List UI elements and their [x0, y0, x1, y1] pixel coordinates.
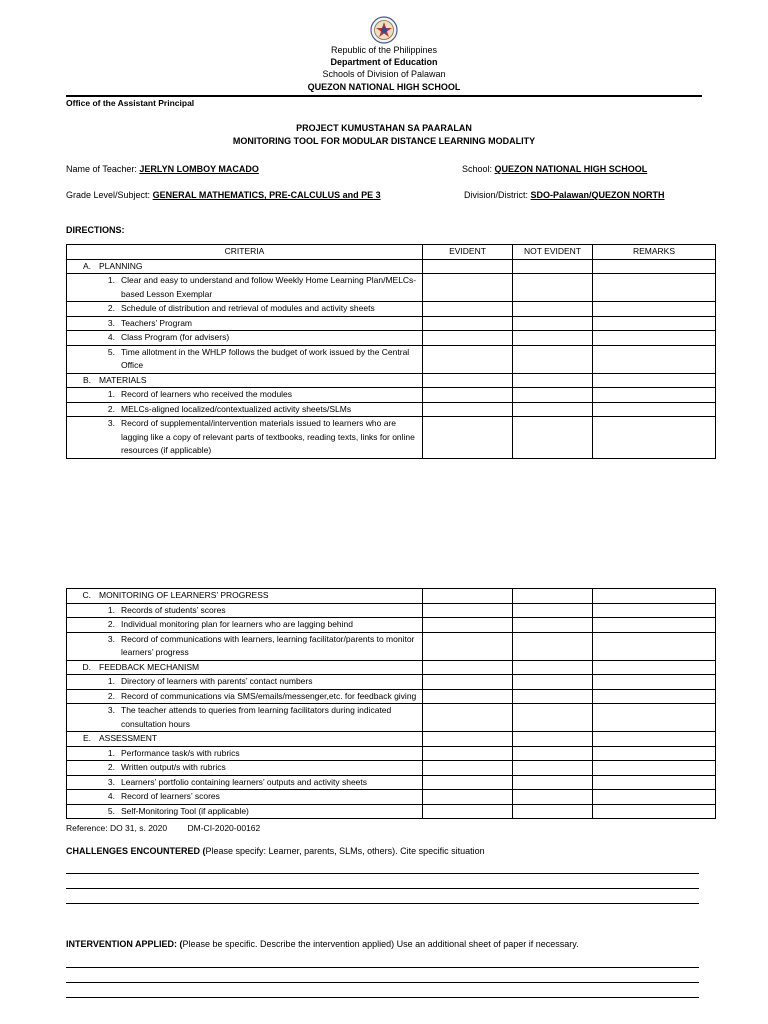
section-letter: C.	[82, 590, 91, 600]
not-evident-cell[interactable]	[513, 373, 593, 388]
teacher-label: Name of Teacher:	[66, 164, 137, 174]
remarks-cell[interactable]	[593, 316, 716, 331]
not-evident-cell[interactable]	[513, 632, 593, 660]
not-evident-cell[interactable]	[513, 274, 593, 302]
evident-cell[interactable]	[423, 618, 513, 633]
criteria-row	[67, 689, 716, 704]
criteria-cell	[67, 331, 423, 346]
section-row	[67, 732, 716, 747]
grade-value: GENERAL MATHEMATICS, PRE-CALCULUS and PE 3	[152, 190, 381, 200]
section-label: MONITORING OF LEARNERS’ PROGRESS	[99, 590, 269, 600]
not-evident-cell[interactable]	[513, 402, 593, 417]
header-republic: Republic of the Philippines	[330, 45, 438, 55]
remarks-cell[interactable]	[593, 775, 716, 790]
criteria-cell	[67, 274, 423, 302]
teacher-value: JERLYN LOMBOY MACADO	[139, 164, 259, 174]
item-number: 2.	[107, 303, 115, 313]
item-text: Record of learners who received the modules	[121, 389, 293, 399]
item-number: 3.	[107, 633, 115, 644]
remarks-cell[interactable]	[593, 804, 716, 819]
criteria-cell	[67, 259, 423, 274]
item-number: 1.	[107, 604, 115, 615]
criteria-cell	[67, 589, 423, 604]
division-field	[464, 189, 665, 201]
intervention-text: Please be specific. Describe the intervention applied) Use an additional sheet of paper if necessary.	[182, 939, 579, 949]
item-number: 1.	[107, 389, 115, 399]
answer-line[interactable]	[66, 997, 699, 998]
not-evident-cell[interactable]	[513, 732, 593, 747]
evident-cell[interactable]	[423, 259, 513, 274]
evident-cell[interactable]	[423, 732, 513, 747]
remarks-cell[interactable]	[593, 345, 716, 373]
criteria-cell	[67, 790, 423, 805]
item-text: Record of supplemental/intervention materials issued to learners who are lagging like a copy of relevant parts of textbooks, reading texts, links for online resources (if applicable)	[121, 418, 415, 455]
criteria-cell	[67, 373, 423, 388]
item-text: Clear and easy to understand and follow Weekly Home Learning Plan/MELCs-based Lesson Exemplar	[121, 275, 417, 299]
criteria-cell	[67, 704, 423, 732]
not-evident-cell[interactable]	[513, 704, 593, 732]
criteria-row	[67, 761, 716, 776]
school-value: QUEZON NATIONAL HIGH SCHOOL	[494, 164, 648, 174]
item-number: 2.	[107, 690, 115, 701]
criteria-cell	[67, 316, 423, 331]
item-text: Learners’ portfolio containing learners’ outputs and activity sheets	[121, 776, 368, 787]
criteria-cell	[67, 775, 423, 790]
criteria-cell	[67, 402, 423, 417]
division-label: Division/District:	[464, 190, 529, 200]
not-evident-cell[interactable]	[513, 675, 593, 690]
item-number: 5.	[107, 805, 115, 816]
not-evident-cell[interactable]	[513, 790, 593, 805]
criteria-cell	[67, 660, 423, 675]
item-number: 2.	[107, 403, 115, 414]
evident-cell[interactable]	[423, 675, 513, 690]
criteria-row	[67, 618, 716, 633]
criteria-row	[67, 804, 716, 819]
evident-cell[interactable]	[423, 316, 513, 331]
criteria-cell	[67, 618, 423, 633]
remarks-cell[interactable]	[593, 388, 716, 403]
item-text: Directory of learners with parents’ contact numbers	[121, 676, 313, 686]
criteria-row	[67, 331, 716, 346]
not-evident-cell[interactable]	[513, 660, 593, 675]
item-text: The teacher attends to queries from learning facilitators during indicated consultation hours	[121, 705, 392, 729]
item-number: 1.	[107, 676, 115, 686]
challenges-prompt	[66, 846, 485, 856]
header-divider	[66, 95, 702, 97]
school-label: School:	[462, 164, 493, 174]
criteria-table-1	[66, 244, 716, 459]
evident-cell[interactable]	[423, 603, 513, 618]
not-evident-cell[interactable]	[513, 302, 593, 317]
criteria-cell	[67, 388, 423, 403]
remarks-cell[interactable]	[593, 274, 716, 302]
item-number: 1.	[107, 747, 115, 758]
item-text: Record of communications with learners, learning facilitator/parents to monitor learners’ progress	[121, 633, 415, 657]
grade-label: Grade Level/Subject:	[66, 190, 151, 200]
item-number: 2.	[107, 762, 115, 772]
not-evident-cell[interactable]	[513, 746, 593, 761]
not-evident-cell[interactable]	[513, 775, 593, 790]
evident-cell[interactable]	[423, 775, 513, 790]
reference-line	[66, 823, 278, 833]
item-text: Class Program (for advisers)	[121, 332, 230, 342]
section-label: PLANNING	[99, 260, 143, 271]
directions-heading: DIRECTIONS:	[66, 225, 125, 235]
section-row	[67, 589, 716, 604]
item-text: Record of learners’ scores	[121, 791, 220, 801]
criteria-cell	[67, 689, 423, 704]
item-number: 3.	[107, 418, 115, 428]
item-number: 2.	[107, 619, 115, 629]
section-label: ASSESSMENT	[99, 733, 158, 743]
teacher-field	[66, 163, 259, 175]
remarks-cell[interactable]	[593, 704, 716, 732]
header-division: Schools of Division of Palawan	[322, 69, 446, 79]
evident-cell[interactable]	[423, 388, 513, 403]
not-evident-cell[interactable]	[513, 388, 593, 403]
remarks-cell[interactable]	[593, 761, 716, 776]
criteria-row	[67, 632, 716, 660]
remarks-cell[interactable]	[593, 689, 716, 704]
evident-cell[interactable]	[423, 790, 513, 805]
criteria-cell	[67, 302, 423, 317]
item-number: 3.	[107, 776, 115, 787]
doc-subtitle: MONITORING TOOL FOR MODULAR DISTANCE LEARNING MODALITY	[232, 136, 536, 146]
criteria-row	[67, 775, 716, 790]
evident-cell[interactable]	[423, 761, 513, 776]
item-number: 3.	[107, 317, 115, 328]
item-text: Self-Monitoring Tool (if applicable)	[121, 805, 249, 816]
remarks-cell[interactable]	[593, 302, 716, 317]
answer-line[interactable]	[66, 888, 699, 889]
not-evident-cell[interactable]	[513, 761, 593, 776]
intervention-label: INTERVENTION APPLIED: (	[66, 939, 183, 949]
criteria-row	[67, 274, 716, 302]
not-evident-cell[interactable]	[513, 603, 593, 618]
not-evident-cell[interactable]	[513, 804, 593, 819]
remarks-cell[interactable]	[593, 732, 716, 747]
not-evident-cell[interactable]	[513, 259, 593, 274]
evident-cell[interactable]	[423, 660, 513, 675]
criteria-cell	[67, 417, 423, 459]
school-field	[462, 163, 647, 175]
header-school: QUEZON NATIONAL HIGH SCHOOL	[307, 82, 461, 92]
not-evident-cell[interactable]	[513, 618, 593, 633]
criteria-cell	[67, 732, 423, 747]
answer-line[interactable]	[66, 903, 699, 904]
section-row	[67, 259, 716, 274]
criteria-row	[67, 417, 716, 459]
remarks-cell[interactable]	[593, 632, 716, 660]
not-evident-cell[interactable]	[513, 345, 593, 373]
deped-seal-icon	[370, 16, 398, 44]
division-value: SDO-Palawan/QUEZON NORTH	[530, 190, 665, 200]
item-text: Records of students’ scores	[121, 604, 226, 615]
col-remarks: REMARKS	[593, 245, 716, 260]
criteria-row	[67, 603, 716, 618]
challenges-text: Please specify: Learner, parents, SLMs, others). Cite specific situation	[205, 846, 485, 856]
remarks-cell[interactable]	[593, 331, 716, 346]
evident-cell[interactable]	[423, 689, 513, 704]
item-number: 4.	[107, 332, 115, 342]
evident-cell[interactable]	[423, 804, 513, 819]
remarks-cell[interactable]	[593, 790, 716, 805]
answer-line[interactable]	[66, 873, 699, 874]
remarks-cell[interactable]	[593, 589, 716, 604]
item-text: Individual monitoring plan for learners who are lagging behind	[121, 619, 354, 629]
section-letter: A.	[82, 260, 91, 271]
section-row	[67, 660, 716, 675]
reference-code: DM-CI-2020-00162	[187, 823, 261, 833]
remarks-cell[interactable]	[593, 402, 716, 417]
item-text: MELCs-aligned localized/contextualized activity sheets/SLMs	[121, 403, 352, 414]
remarks-cell[interactable]	[593, 373, 716, 388]
col-not-evident: NOT EVIDENT	[513, 245, 593, 260]
evident-cell[interactable]	[423, 589, 513, 604]
evident-cell[interactable]	[423, 302, 513, 317]
item-text: Written output/s with rubrics	[121, 762, 226, 772]
item-number: 4.	[107, 791, 115, 801]
evident-cell[interactable]	[423, 746, 513, 761]
remarks-cell[interactable]	[593, 660, 716, 675]
challenges-label: CHALLENGES ENCOUNTERED (	[66, 846, 206, 856]
header-department: Department of Education	[330, 57, 438, 67]
criteria-row	[67, 790, 716, 805]
remarks-cell[interactable]	[593, 746, 716, 761]
item-text: Teachers’ Program	[121, 317, 193, 328]
evident-cell[interactable]	[423, 402, 513, 417]
remarks-cell[interactable]	[593, 417, 716, 459]
intervention-lines[interactable]	[66, 967, 699, 1012]
answer-line[interactable]	[66, 967, 699, 968]
evident-cell[interactable]	[423, 417, 513, 459]
item-text: Performance task/s with rubrics	[121, 747, 240, 758]
item-number: 3.	[107, 705, 115, 715]
criteria-cell	[67, 603, 423, 618]
remarks-cell[interactable]	[593, 618, 716, 633]
item-text: Record of communications via SMS/emails/messenger,etc. for feedback giving	[121, 690, 417, 701]
criteria-cell	[67, 746, 423, 761]
section-label: FEEDBACK MECHANISM	[99, 661, 200, 672]
grade-field	[66, 189, 381, 201]
answer-line[interactable]	[66, 982, 699, 983]
criteria-cell	[67, 761, 423, 776]
evident-cell[interactable]	[423, 274, 513, 302]
not-evident-cell[interactable]	[513, 316, 593, 331]
criteria-row	[67, 704, 716, 732]
remarks-cell[interactable]	[593, 259, 716, 274]
challenges-lines[interactable]	[66, 873, 699, 918]
criteria-cell	[67, 675, 423, 690]
col-criteria: CRITERIA	[67, 245, 423, 260]
section-label: MATERIALS	[99, 374, 147, 385]
remarks-cell[interactable]	[593, 603, 716, 618]
not-evident-cell[interactable]	[513, 331, 593, 346]
item-text: Schedule of distribution and retrieval of modules and activity sheets	[121, 303, 375, 313]
section-letter: E.	[82, 733, 91, 743]
evident-cell[interactable]	[423, 704, 513, 732]
col-evident: EVIDENT	[423, 245, 513, 260]
criteria-row	[67, 302, 716, 317]
criteria-cell	[67, 345, 423, 373]
criteria-row	[67, 675, 716, 690]
not-evident-cell[interactable]	[513, 589, 593, 604]
remarks-cell[interactable]	[593, 675, 716, 690]
criteria-row	[67, 345, 716, 373]
item-number: 5.	[107, 346, 115, 357]
evident-cell[interactable]	[423, 632, 513, 660]
criteria-row	[67, 746, 716, 761]
criteria-cell	[67, 804, 423, 819]
evident-cell[interactable]	[423, 373, 513, 388]
not-evident-cell[interactable]	[513, 417, 593, 459]
evident-cell[interactable]	[423, 331, 513, 346]
criteria-row	[67, 402, 716, 417]
section-letter: D.	[82, 661, 91, 672]
criteria-row	[67, 388, 716, 403]
evident-cell[interactable]	[423, 345, 513, 373]
item-number: 1.	[107, 275, 115, 285]
item-text: Time allotment in the WHLP follows the budget of work issued by the Central Office	[121, 346, 410, 370]
criteria-table-2	[66, 588, 716, 819]
reference-text: Reference: DO 31, s. 2020	[66, 823, 168, 833]
office-label: Office of the Assistant Principal	[66, 98, 195, 108]
table-header-row	[67, 245, 716, 260]
criteria-row	[67, 316, 716, 331]
doc-title: PROJECT KUMUSTAHAN SA PAARALAN	[296, 123, 472, 133]
section-letter: B.	[82, 374, 91, 385]
not-evident-cell[interactable]	[513, 689, 593, 704]
intervention-prompt	[66, 939, 579, 949]
section-row	[67, 373, 716, 388]
criteria-cell	[67, 632, 423, 660]
